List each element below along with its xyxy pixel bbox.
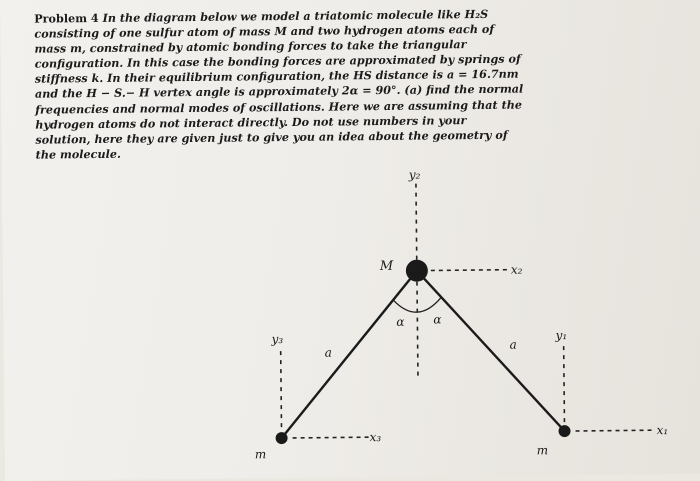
label-y3: y₃ xyxy=(271,332,284,347)
problem-number: Problem 4 xyxy=(34,10,99,26)
label-x3: x₃ xyxy=(369,430,382,445)
label-M: M xyxy=(379,258,394,275)
x3-axis xyxy=(293,437,369,438)
y1-axis xyxy=(564,346,565,424)
bond-right xyxy=(417,269,568,433)
label-alpha-right: α xyxy=(433,312,442,327)
label-m-left: m xyxy=(254,447,267,462)
label-a-left: a xyxy=(324,345,332,360)
x2-axis xyxy=(431,270,510,271)
label-a-right: a xyxy=(509,337,517,352)
label-y1: y₁ xyxy=(555,328,568,343)
problem-body: In the diagram below we model a triatomic molecule like H₂S consisting of one sulfur atom of mass M and two hydrogen atoms each of mass m, constrained by atomic bonding forces to take the triangular configuration. In this case the bonding forces are approximated by springs of stiffness k. In their equilibrium configuration, the HS distance is a = 16.7nm and the H − S.− H vertex angle is approximately 2α = 90°. (a) find the normal frequencies and normal modes of oscillations. Here we are assuming that the hydrogen atoms do not interact directly. Do not use numbers in your solution, here they are given just to give you an idea about the geometry of the molecule. xyxy=(34,6,524,162)
x1-axis xyxy=(576,430,655,431)
y2-axis xyxy=(416,184,417,260)
label-y2: y₂ xyxy=(408,167,421,182)
label-alpha-left: α xyxy=(396,314,405,329)
label-x2: x₂ xyxy=(510,262,523,277)
label-x1: x₁ xyxy=(656,423,669,438)
symmetry-axis xyxy=(417,282,418,378)
y3-axis xyxy=(281,351,282,431)
bond-left xyxy=(280,271,419,438)
label-m-right: m xyxy=(536,443,549,458)
